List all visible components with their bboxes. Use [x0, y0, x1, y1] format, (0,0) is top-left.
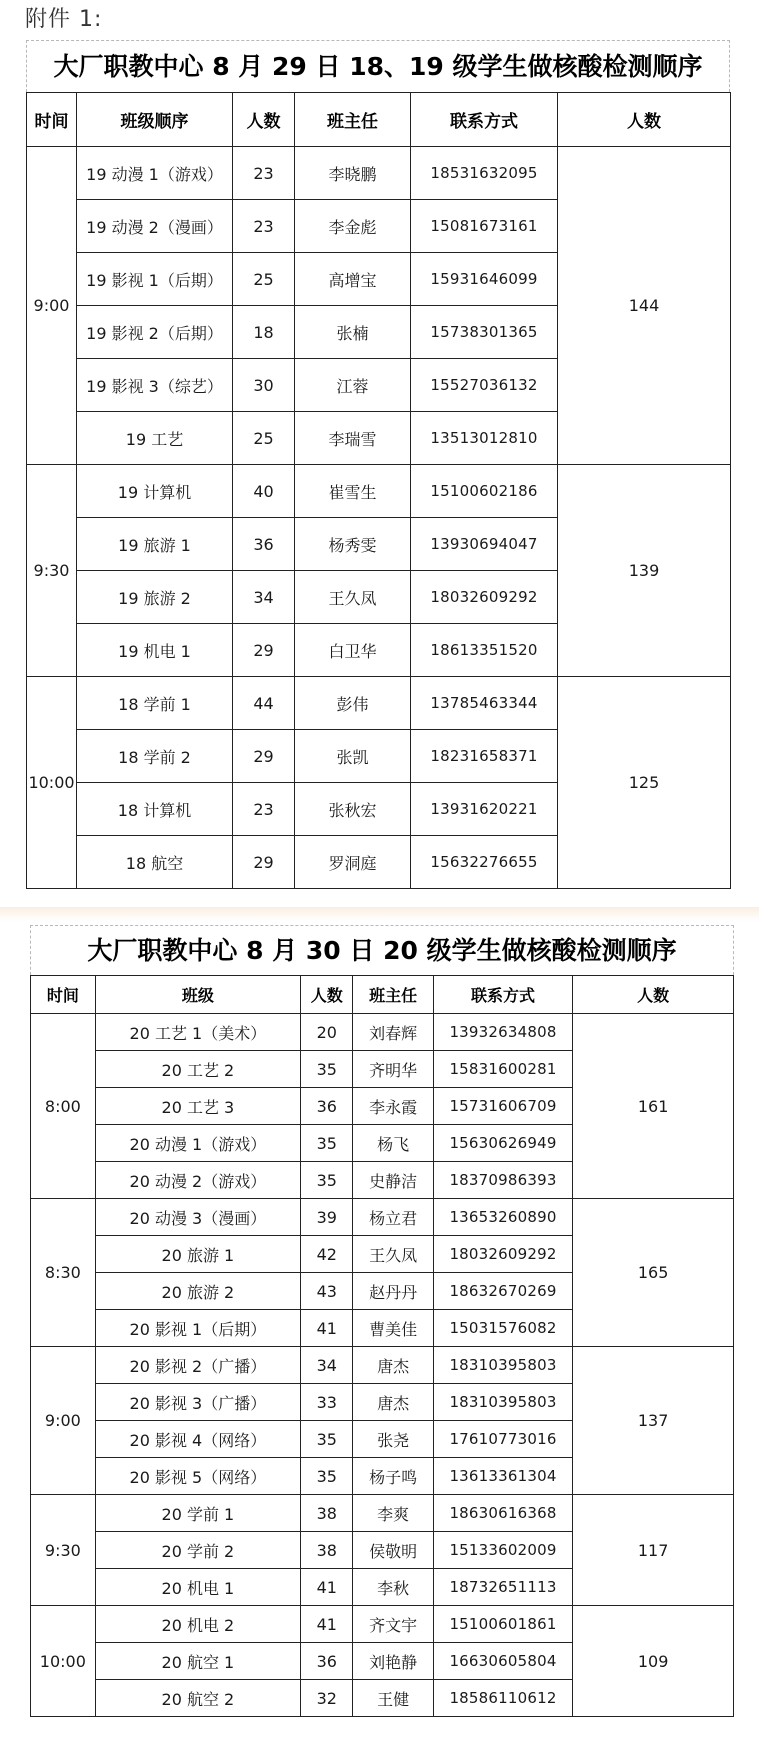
- teacher-cell: 赵丹丹: [353, 1273, 433, 1310]
- group-total-cell: 139: [558, 465, 731, 677]
- count-cell: 25: [233, 253, 295, 306]
- class-cell: 20 影视 5（网络）: [95, 1458, 300, 1495]
- class-cell: 18 学前 1: [77, 677, 233, 730]
- header-total: 人数: [558, 93, 731, 147]
- phone-cell: 18632670269: [433, 1273, 572, 1310]
- phone-cell: 13931620221: [411, 783, 558, 836]
- header-class: 班级: [95, 976, 300, 1014]
- count-cell: 41: [301, 1606, 353, 1643]
- teacher-cell: 江蓉: [295, 359, 411, 412]
- phone-cell: 17610773016: [433, 1421, 572, 1458]
- header-contact: 联系方式: [411, 93, 558, 147]
- phone-cell: 15100602186: [411, 465, 558, 518]
- count-cell: 32: [301, 1680, 353, 1717]
- teacher-cell: 齐明华: [353, 1051, 433, 1088]
- phone-cell: 15081673161: [411, 200, 558, 253]
- teacher-cell: 崔雪生: [295, 465, 411, 518]
- class-cell: 20 航空 2: [95, 1680, 300, 1717]
- count-cell: 25: [233, 412, 295, 465]
- phone-cell: 18231658371: [411, 730, 558, 783]
- phone-cell: 15100601861: [433, 1606, 572, 1643]
- teacher-cell: 张尧: [353, 1421, 433, 1458]
- header-teacher: 班主任: [353, 976, 433, 1014]
- table-row: [31, 1347, 734, 1384]
- teacher-cell: 唐杰: [353, 1384, 433, 1421]
- phone-cell: 13613361304: [433, 1458, 572, 1495]
- teacher-cell: 李永霞: [353, 1088, 433, 1125]
- time-cell: 8:30: [31, 1199, 96, 1347]
- count-cell: 38: [301, 1532, 353, 1569]
- phone-cell: 13785463344: [411, 677, 558, 730]
- class-cell: 20 工艺 1（美术）: [95, 1014, 300, 1051]
- class-cell: 18 计算机: [77, 783, 233, 836]
- teacher-cell: 王久凤: [353, 1236, 433, 1273]
- teacher-cell: 杨立君: [353, 1199, 433, 1236]
- header-time: 时间: [31, 976, 96, 1014]
- table1-title: 大厂职教中心 8 月 29 日 18、19 级学生做核酸检测顺序: [26, 40, 730, 92]
- count-cell: 35: [301, 1051, 353, 1088]
- class-cell: 20 影视 4（网络）: [95, 1421, 300, 1458]
- count-cell: 20: [301, 1014, 353, 1051]
- class-cell: 19 影视 2（后期）: [77, 306, 233, 359]
- count-cell: 29: [233, 730, 295, 783]
- phone-cell: 18613351520: [411, 624, 558, 677]
- class-cell: 20 动漫 2（游戏）: [95, 1162, 300, 1199]
- teacher-cell: 张楠: [295, 306, 411, 359]
- class-cell: 20 工艺 2: [95, 1051, 300, 1088]
- count-cell: 42: [301, 1236, 353, 1273]
- group-total-cell: 137: [573, 1347, 734, 1495]
- table-row: [31, 1199, 734, 1236]
- count-cell: 29: [233, 624, 295, 677]
- count-cell: 34: [301, 1347, 353, 1384]
- count-cell: 40: [233, 465, 295, 518]
- table-row: [31, 1495, 734, 1532]
- phone-cell: 18370986393: [433, 1162, 572, 1199]
- header-teacher: 班主任: [295, 93, 411, 147]
- time-cell: 9:30: [31, 1495, 96, 1606]
- header-contact: 联系方式: [433, 976, 572, 1014]
- count-cell: 43: [301, 1273, 353, 1310]
- class-cell: 20 学前 2: [95, 1532, 300, 1569]
- time-cell: 10:00: [27, 677, 77, 889]
- phone-cell: 18032609292: [433, 1236, 572, 1273]
- count-cell: 41: [301, 1310, 353, 1347]
- phone-cell: 15738301365: [411, 306, 558, 359]
- attachment-label: 附件 1:: [25, 7, 103, 32]
- phone-cell: 15831600281: [433, 1051, 572, 1088]
- group-total-cell: 117: [573, 1495, 734, 1606]
- time-cell: 8:00: [31, 1014, 96, 1199]
- count-cell: 33: [301, 1384, 353, 1421]
- teacher-cell: 杨飞: [353, 1125, 433, 1162]
- teacher-cell: 李秋: [353, 1569, 433, 1606]
- class-cell: 19 计算机: [77, 465, 233, 518]
- phone-cell: 18310395803: [433, 1384, 572, 1421]
- class-cell: 20 旅游 1: [95, 1236, 300, 1273]
- count-cell: 35: [301, 1458, 353, 1495]
- class-cell: 20 航空 1: [95, 1643, 300, 1680]
- header-time: 时间: [27, 93, 77, 147]
- group-total-cell: 125: [558, 677, 731, 889]
- group-total-cell: 161: [573, 1014, 734, 1199]
- time-cell: 9:00: [31, 1347, 96, 1495]
- group-total-cell: 144: [558, 147, 731, 465]
- group-total-cell: 165: [573, 1199, 734, 1347]
- phone-cell: 15031576082: [433, 1310, 572, 1347]
- class-cell: 19 旅游 1: [77, 518, 233, 571]
- class-cell: 19 动漫 2（漫画）: [77, 200, 233, 253]
- class-cell: 19 影视 1（后期）: [77, 253, 233, 306]
- teacher-cell: 王久凤: [295, 571, 411, 624]
- phone-cell: 15630626949: [433, 1125, 572, 1162]
- teacher-cell: 张凯: [295, 730, 411, 783]
- count-cell: 38: [301, 1495, 353, 1532]
- count-cell: 29: [233, 836, 295, 889]
- class-cell: 20 影视 2（广播）: [95, 1347, 300, 1384]
- class-cell: 19 工艺: [77, 412, 233, 465]
- table-row: [31, 1014, 734, 1051]
- teacher-cell: 王健: [353, 1680, 433, 1717]
- teacher-cell: 侯敬明: [353, 1532, 433, 1569]
- time-cell: 9:00: [27, 147, 77, 465]
- table-row: [27, 677, 731, 730]
- teacher-cell: 杨子鸣: [353, 1458, 433, 1495]
- phone-cell: 18586110612: [433, 1680, 572, 1717]
- teacher-cell: 杨秀雯: [295, 518, 411, 571]
- teacher-cell: 李瑞雪: [295, 412, 411, 465]
- class-cell: 19 动漫 1（游戏）: [77, 147, 233, 200]
- class-cell: 18 学前 2: [77, 730, 233, 783]
- class-cell: 20 动漫 3（漫画）: [95, 1199, 300, 1236]
- count-cell: 35: [301, 1162, 353, 1199]
- phone-cell: 18032609292: [411, 571, 558, 624]
- phone-cell: 15133602009: [433, 1532, 572, 1569]
- count-cell: 34: [233, 571, 295, 624]
- class-cell: 20 机电 1: [95, 1569, 300, 1606]
- table-header-row: [27, 93, 731, 147]
- table-row: [31, 1606, 734, 1643]
- phone-cell: 16630605804: [433, 1643, 572, 1680]
- header-count: 人数: [301, 976, 353, 1014]
- count-cell: 23: [233, 783, 295, 836]
- table-row: [27, 465, 731, 518]
- teacher-cell: 李晓鹏: [295, 147, 411, 200]
- table2-title: 大厂职教中心 8 月 30 日 20 级学生做核酸检测顺序: [30, 925, 734, 975]
- teacher-cell: 刘艳静: [353, 1643, 433, 1680]
- count-cell: 35: [301, 1125, 353, 1162]
- class-cell: 20 机电 2: [95, 1606, 300, 1643]
- header-total: 人数: [573, 976, 734, 1014]
- section-separator: [0, 907, 759, 921]
- teacher-cell: 唐杰: [353, 1347, 433, 1384]
- phone-cell: 15731606709: [433, 1088, 572, 1125]
- header-count: 人数: [233, 93, 295, 147]
- class-cell: 19 影视 3（综艺）: [77, 359, 233, 412]
- count-cell: 39: [301, 1199, 353, 1236]
- teacher-cell: 李金彪: [295, 200, 411, 253]
- teacher-cell: 张秋宏: [295, 783, 411, 836]
- count-cell: 36: [233, 518, 295, 571]
- class-cell: 19 旅游 2: [77, 571, 233, 624]
- phone-cell: 13653260890: [433, 1199, 572, 1236]
- count-cell: 44: [233, 677, 295, 730]
- count-cell: 35: [301, 1421, 353, 1458]
- teacher-cell: 曹美佳: [353, 1310, 433, 1347]
- class-cell: 20 影视 3（广播）: [95, 1384, 300, 1421]
- schedule-table-aug30: [30, 975, 734, 1717]
- class-cell: 19 机电 1: [77, 624, 233, 677]
- teacher-cell: 彭伟: [295, 677, 411, 730]
- table-header-row: [31, 976, 734, 1014]
- phone-cell: 18732651113: [433, 1569, 572, 1606]
- phone-cell: 15632276655: [411, 836, 558, 889]
- teacher-cell: 白卫华: [295, 624, 411, 677]
- phone-cell: 13930694047: [411, 518, 558, 571]
- count-cell: 36: [301, 1643, 353, 1680]
- teacher-cell: 史静洁: [353, 1162, 433, 1199]
- phone-cell: 13513012810: [411, 412, 558, 465]
- time-cell: 10:00: [31, 1606, 96, 1717]
- teacher-cell: 刘春辉: [353, 1014, 433, 1051]
- schedule-table-aug29: [26, 92, 731, 889]
- teacher-cell: 李爽: [353, 1495, 433, 1532]
- phone-cell: 13932634808: [433, 1014, 572, 1051]
- count-cell: 36: [301, 1088, 353, 1125]
- group-total-cell: 109: [573, 1606, 734, 1717]
- class-cell: 20 动漫 1（游戏）: [95, 1125, 300, 1162]
- count-cell: 41: [301, 1569, 353, 1606]
- phone-cell: 15527036132: [411, 359, 558, 412]
- header-class: 班级顺序: [77, 93, 233, 147]
- teacher-cell: 罗洞庭: [295, 836, 411, 889]
- class-cell: 18 航空: [77, 836, 233, 889]
- phone-cell: 18630616368: [433, 1495, 572, 1532]
- class-cell: 20 影视 1（后期）: [95, 1310, 300, 1347]
- count-cell: 30: [233, 359, 295, 412]
- phone-cell: 18310395803: [433, 1347, 572, 1384]
- class-cell: 20 旅游 2: [95, 1273, 300, 1310]
- teacher-cell: 齐文宇: [353, 1606, 433, 1643]
- count-cell: 23: [233, 200, 295, 253]
- phone-cell: 18531632095: [411, 147, 558, 200]
- table-row: [27, 147, 731, 200]
- class-cell: 20 学前 1: [95, 1495, 300, 1532]
- phone-cell: 15931646099: [411, 253, 558, 306]
- time-cell: 9:30: [27, 465, 77, 677]
- teacher-cell: 高增宝: [295, 253, 411, 306]
- count-cell: 23: [233, 147, 295, 200]
- class-cell: 20 工艺 3: [95, 1088, 300, 1125]
- count-cell: 18: [233, 306, 295, 359]
